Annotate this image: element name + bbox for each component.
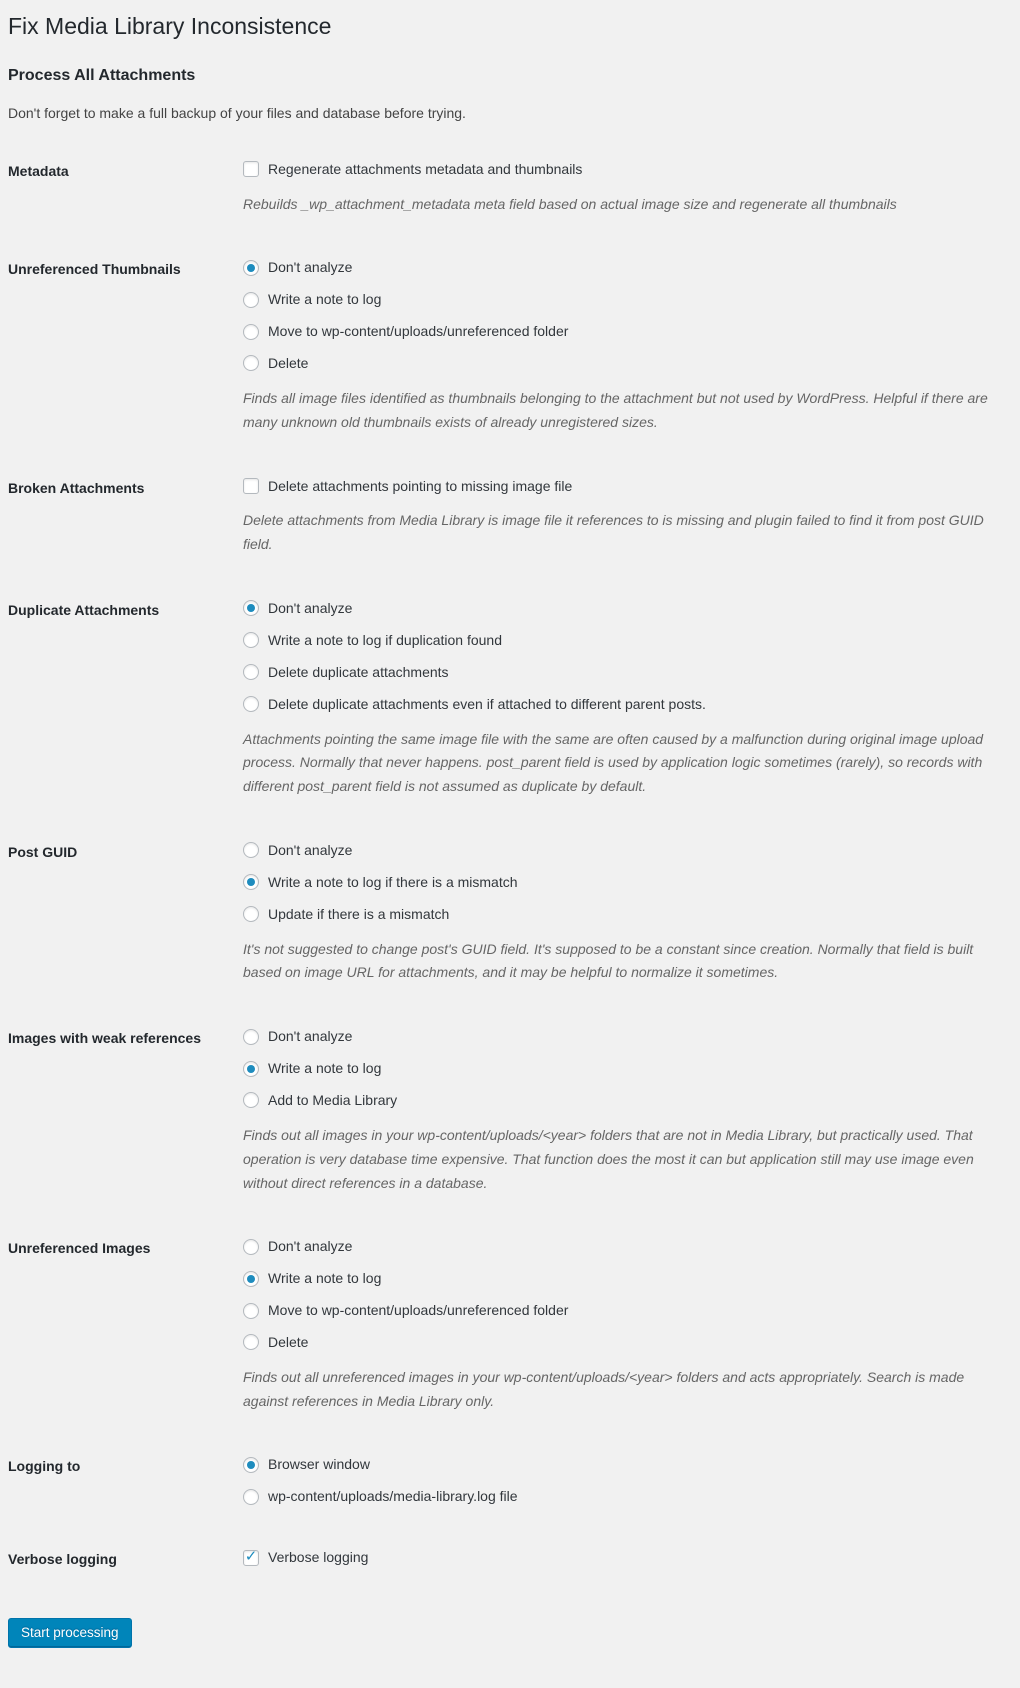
checkbox-option[interactable] bbox=[243, 160, 990, 179]
radio-unchecked-icon[interactable] bbox=[243, 664, 259, 680]
option-label: Don't analyze bbox=[268, 600, 353, 617]
radio-unchecked-icon[interactable] bbox=[243, 842, 259, 858]
radio-option[interactable] bbox=[243, 290, 990, 309]
row-description: Delete attachments from Media Library is image file it references to is missing and plugin failed to find it from post GUID field. bbox=[243, 512, 984, 553]
row-label: Unreferenced Images bbox=[8, 1240, 151, 1257]
radio-unchecked-icon[interactable] bbox=[243, 632, 259, 648]
radio-option[interactable] bbox=[243, 1237, 990, 1256]
radio-option[interactable] bbox=[243, 873, 990, 892]
option-label: Write a note to log if there is a mismatch bbox=[268, 873, 518, 890]
radio-option[interactable] bbox=[243, 841, 990, 860]
row-label: Broken Attachments bbox=[8, 479, 145, 496]
form-row bbox=[8, 599, 1012, 799]
row-description: Finds out all unreferenced images in your wp-content/uploads/<year> folders and acts appropriately. Search is made against references in Media Library only. bbox=[243, 1368, 965, 1409]
radio-option[interactable] bbox=[243, 1487, 990, 1506]
option-label: Don't analyze bbox=[268, 1238, 353, 1255]
option-label: Update if there is a mismatch bbox=[268, 905, 450, 922]
option-label: Write a note to log bbox=[268, 1060, 382, 1077]
option-label: Move to wp-content/uploads/unreferenced folder bbox=[268, 323, 569, 340]
option-group bbox=[243, 258, 990, 373]
radio-option[interactable] bbox=[243, 1059, 990, 1078]
option-group bbox=[243, 477, 990, 496]
radio-unchecked-icon[interactable] bbox=[243, 1092, 259, 1108]
radio-option[interactable] bbox=[243, 258, 990, 277]
option-label: Delete attachments pointing to missing image file bbox=[268, 477, 573, 494]
row-description: Finds all image files identified as thumbnails belonging to the attachment but not used by WordPress. Helpful if there are many unknown old thumbnails exists of already unregistered sizes. bbox=[243, 389, 988, 430]
option-group bbox=[243, 1027, 990, 1110]
row-content bbox=[243, 1237, 1012, 1413]
option-label: Don't analyze bbox=[268, 841, 353, 858]
option-label: Write a note to log if duplication found bbox=[268, 631, 503, 648]
radio-unchecked-icon[interactable] bbox=[243, 1303, 259, 1319]
radio-option[interactable] bbox=[243, 631, 990, 650]
row-label: Verbose logging bbox=[8, 1551, 117, 1568]
option-group bbox=[243, 1455, 990, 1506]
option-group bbox=[243, 841, 990, 924]
radio-option[interactable] bbox=[243, 1455, 990, 1474]
form-row bbox=[8, 841, 1012, 985]
form-row bbox=[8, 477, 1012, 557]
row-content bbox=[243, 1455, 1012, 1506]
option-label: Don't analyze bbox=[268, 1028, 353, 1045]
option-label: Move to wp-content/uploads/unreferenced folder bbox=[268, 1302, 569, 1319]
radio-unchecked-icon[interactable] bbox=[243, 292, 259, 308]
radio-checked-icon[interactable] bbox=[243, 1271, 259, 1287]
checkbox-unchecked-icon[interactable] bbox=[243, 161, 259, 177]
radio-unchecked-icon[interactable] bbox=[243, 324, 259, 340]
checkbox-option[interactable] bbox=[243, 477, 990, 496]
row-label: Logging to bbox=[8, 1458, 81, 1475]
radio-unchecked-icon[interactable] bbox=[243, 1334, 259, 1350]
row-description: Finds out all images in your wp-content/uploads/<year> folders that are not in Media Library, but practically used. That operation is very database time expensive. That function does the most it can but application still may use image even without direct references in a database. bbox=[243, 1126, 974, 1191]
radio-option[interactable] bbox=[243, 663, 990, 682]
option-label: Browser window bbox=[268, 1456, 370, 1473]
form-row bbox=[8, 258, 1012, 434]
option-label: Don't analyze bbox=[268, 259, 353, 276]
option-label: Delete duplicate attachments bbox=[268, 663, 449, 680]
row-description: It's not suggested to change post's GUID field. It's supposed to be a constant since creation. Normally that field is built based on image URL for attachments, and it may be helpful to normalize it sometimes. bbox=[243, 940, 974, 981]
option-label: Verbose logging bbox=[268, 1549, 369, 1566]
row-content bbox=[243, 1027, 1012, 1195]
row-content bbox=[243, 841, 1012, 985]
option-label: wp-content/uploads/media-library.log file bbox=[268, 1488, 518, 1505]
row-label: Duplicate Attachments bbox=[8, 602, 160, 619]
option-label: Delete duplicate attachments even if attached to different parent posts. bbox=[268, 695, 706, 712]
radio-unchecked-icon[interactable] bbox=[243, 1489, 259, 1505]
form-row bbox=[8, 1548, 1012, 1570]
radio-option[interactable] bbox=[243, 1269, 990, 1288]
radio-unchecked-icon[interactable] bbox=[243, 696, 259, 712]
checkbox-checked-icon[interactable] bbox=[243, 1550, 259, 1566]
option-label: Regenerate attachments metadata and thumbnails bbox=[268, 160, 583, 177]
radio-unchecked-icon[interactable] bbox=[243, 355, 259, 371]
option-label: Delete bbox=[268, 355, 309, 372]
backup-warning-text: Don't forget to make a full backup of your files and database before trying. bbox=[8, 104, 466, 121]
option-label: Write a note to log bbox=[268, 1270, 382, 1287]
checkbox-unchecked-icon[interactable] bbox=[243, 478, 259, 494]
checkbox-option[interactable] bbox=[243, 1548, 990, 1567]
settings-form bbox=[8, 160, 1012, 1570]
option-group bbox=[243, 1548, 990, 1567]
option-group bbox=[243, 160, 990, 179]
option-group bbox=[243, 1237, 990, 1352]
form-row bbox=[8, 1237, 1012, 1413]
form-row bbox=[8, 1455, 1012, 1506]
row-description: Rebuilds _wp_attachment_metadata meta field based on actual image size and regenerate all thumbnails bbox=[243, 195, 897, 212]
section-title: Process All Attachments bbox=[8, 66, 196, 84]
radio-checked-icon[interactable] bbox=[243, 600, 259, 616]
page-title: Fix Media Library Inconsistence bbox=[8, 13, 332, 39]
start-processing-button[interactable]: Start processing bbox=[8, 1618, 132, 1648]
radio-checked-icon[interactable] bbox=[243, 1061, 259, 1077]
option-label: Write a note to log bbox=[268, 291, 382, 308]
form-row bbox=[8, 1027, 1012, 1195]
radio-unchecked-icon[interactable] bbox=[243, 1029, 259, 1045]
radio-option[interactable] bbox=[243, 695, 990, 714]
radio-checked-icon[interactable] bbox=[243, 260, 259, 276]
row-description: Attachments pointing the same image file with the same are often caused by a malfunction during original image upload process. Normally that never happens. post_parent field is used by application logic sometimes (rarely), so records with different post_parent field is not assumed as duplicate by default. bbox=[243, 730, 984, 795]
form-row bbox=[8, 160, 1012, 217]
radio-option[interactable] bbox=[243, 1091, 990, 1110]
radio-option[interactable] bbox=[243, 905, 990, 924]
row-label: Metadata bbox=[8, 162, 69, 179]
radio-checked-icon[interactable] bbox=[243, 1457, 259, 1473]
row-content bbox=[243, 599, 1012, 799]
submit-row bbox=[8, 1618, 1012, 1648]
option-group bbox=[243, 599, 990, 714]
radio-option[interactable] bbox=[243, 354, 990, 373]
row-label: Images with weak references bbox=[8, 1030, 201, 1047]
option-label: Delete bbox=[268, 1333, 309, 1350]
row-content bbox=[243, 1548, 1012, 1567]
option-label: Add to Media Library bbox=[268, 1092, 398, 1109]
row-content bbox=[243, 258, 1012, 434]
radio-option[interactable] bbox=[243, 1027, 990, 1046]
radio-option[interactable] bbox=[243, 322, 990, 341]
radio-unchecked-icon[interactable] bbox=[243, 906, 259, 922]
row-label: Unreferenced Thumbnails bbox=[8, 261, 181, 278]
radio-unchecked-icon[interactable] bbox=[243, 1239, 259, 1255]
row-content bbox=[243, 477, 1012, 557]
radio-option[interactable] bbox=[243, 1301, 990, 1320]
radio-checked-icon[interactable] bbox=[243, 874, 259, 890]
radio-option[interactable] bbox=[243, 1333, 990, 1352]
row-content bbox=[243, 160, 1012, 217]
row-label: Post GUID bbox=[8, 843, 78, 860]
radio-option[interactable] bbox=[243, 599, 990, 618]
